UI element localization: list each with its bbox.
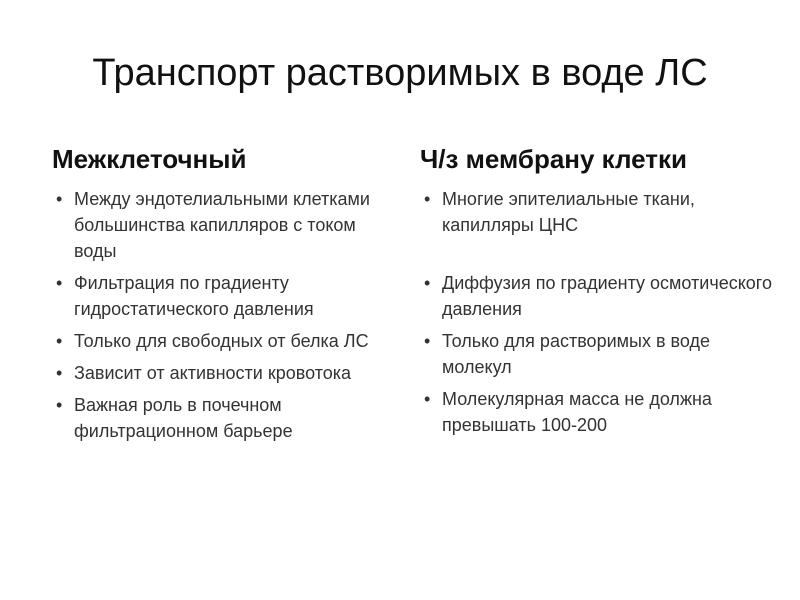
list-item-text: Молекулярная масса не должна превышать 100-200 [442, 389, 712, 435]
bullet-icon: • [56, 331, 63, 351]
list-item [420, 386, 780, 438]
list-item [52, 186, 392, 264]
list-item [420, 270, 780, 322]
list-item-text: Многие эпителиальные ткани, капилляры ЦНС [442, 189, 695, 235]
left-column-heading: Межклеточный [52, 144, 247, 174]
list-item-text: Только для свободных от белка ЛС [74, 331, 369, 351]
left-column [52, 142, 392, 450]
list-item [420, 328, 780, 380]
list-item-text: Между эндотелиальными клетками большинства капилляров с током воды [74, 189, 370, 261]
bullet-icon: • [424, 273, 431, 293]
list-item-text: Фильтрация по градиенту гидростатического давления [74, 273, 314, 319]
right-column [420, 142, 780, 444]
list-item-text: Только для растворимых в воде молекул [442, 331, 710, 377]
bullet-icon: • [424, 389, 431, 409]
list-item-text: Важная роль в почечном фильтрационном барьере [74, 395, 293, 441]
list-item-text: Зависит от активности кровотока [74, 363, 352, 383]
list-item [420, 186, 780, 238]
bullet-icon: • [56, 273, 63, 293]
list-item [52, 328, 392, 354]
list-item-text: Диффузия по градиенту осмотического давления [442, 273, 772, 319]
bullet-icon: • [56, 395, 63, 415]
right-bullet-list [420, 186, 780, 438]
list-item [52, 270, 392, 322]
slide-title: Транспорт растворимых в воде ЛС [92, 52, 708, 94]
list-item [52, 360, 392, 386]
bullet-icon: • [424, 331, 431, 351]
bullet-icon: • [56, 363, 63, 383]
list-item [52, 392, 392, 444]
right-column-heading: Ч/з мембрану клетки [420, 144, 688, 174]
bullet-icon: • [424, 189, 431, 209]
left-bullet-list [52, 186, 392, 444]
bullet-icon: • [56, 189, 63, 209]
